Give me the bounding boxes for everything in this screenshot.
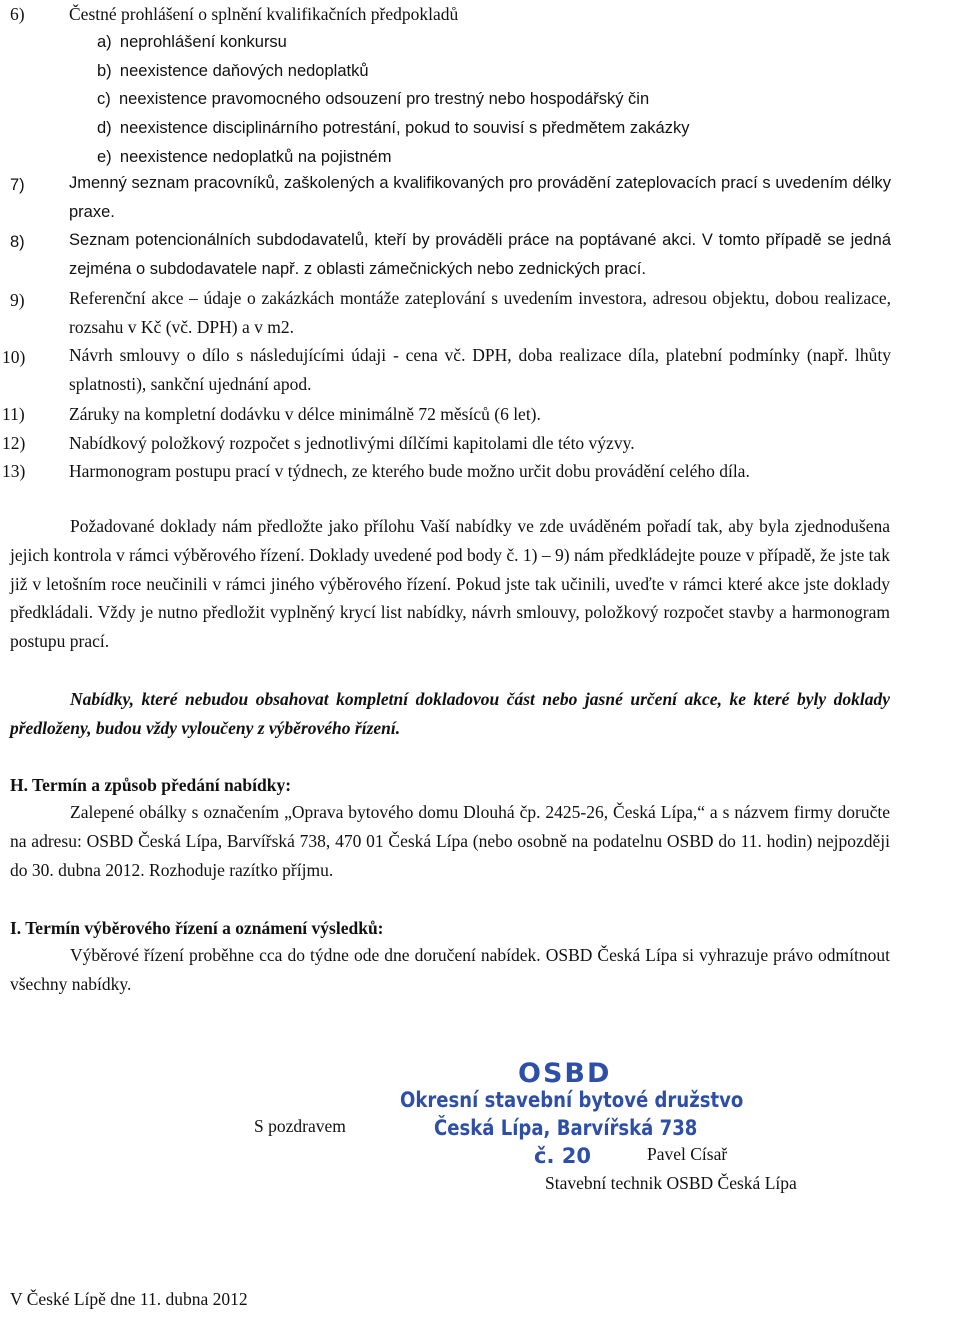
stamp-line: č. 20	[534, 1144, 591, 1168]
sub-item-b: b) neexistence daňových nedoplatků	[97, 62, 369, 80]
list-number: 11)	[2, 404, 25, 424]
list-number: 8)	[10, 233, 25, 251]
signatory-role: Stavební technik OSBD Česká Lípa	[545, 1173, 797, 1193]
warning-text: Nabídky, které nebudou obsahovat kompletní dokladovou část nebo jasné určení akce, ke které byly doklady předloženy, budou vždy vyloučeny z výběrového řízení.	[10, 689, 890, 738]
sub-item-e: e) neexistence nedoplatků na pojistném	[97, 148, 392, 166]
list-item-text: Jmenný seznam pracovníků, zaškolených a kvalifikovaných pro provádění zateplovacích prací s uvedením délky praxe.	[69, 174, 891, 221]
section-h-heading: H. Termín a způsob předání nabídky:	[10, 775, 292, 795]
list-number: 6)	[10, 4, 25, 24]
list-item-text: Návrh smlouvy o dílo s následujícími údaji - cena vč. DPH, doba realizace díla, platební podmínky (např. lhůty splatnosti), sankční ujednání apod.	[69, 345, 891, 394]
place-date: V České Lípě dne 11. dubna 2012	[10, 1289, 248, 1309]
list-number: 7)	[10, 176, 25, 194]
list-item-text: Seznam potencionálních subdodavatelů, kteří by prováděli práce na poptávané akci. V tomto případě se jedná zejména o subdodavatele např. z oblasti zámečnických nebo zednických prací.	[69, 231, 891, 278]
section-h-text: Zalepené obálky s označením „Oprava bytového domu Dlouhá čp. 2425-26, Česká Lípa,“ a s názvem firmy doručte na adresu: OSBD Česká Lípa, Barvířská 738, 470 01 Česká Lípa (nebo osobně na podatelnu OSBD do 11. hodin) nejpozději do 30. dubna 2012. Rozhoduje razítko příjmu.	[10, 802, 890, 880]
list-item-text: Referenční akce – údaje o zakázkách montáže zateplování s uvedením investora, adresou objektu, dobou realizace, rozsahu v Kč (vč. DPH) a v m2.	[69, 288, 891, 337]
list-item-text: Harmonogram postupu prací v týdnech, ze kterého bude možno určit dobu provádění celého díla.	[69, 461, 750, 481]
list-number: 10)	[2, 347, 26, 367]
list-item-text: Čestné prohlášení o splnění kvalifikačních předpokladů	[69, 4, 459, 24]
sub-item-c: c) neexistence pravomocného odsouzení pro trestný nebo hospodářský čin	[97, 90, 650, 108]
stamp-line: Česká Lípa, Barvířská 738	[434, 1116, 698, 1140]
sub-item-a: a) neprohlášení konkursu	[97, 33, 287, 51]
list-number: 9)	[10, 290, 25, 310]
list-number: 12)	[2, 433, 26, 453]
stamp-line: Okresní stavební bytové družstvo	[400, 1088, 744, 1112]
greeting: S pozdravem	[254, 1116, 346, 1136]
section-i-heading: I. Termín výběrového řízení a oznámení výsledků:	[10, 918, 384, 938]
signatory-name: Pavel Císař	[647, 1144, 728, 1164]
documents-paragraph: Požadované doklady nám předložte jako přílohu Vaší nabídky ve zde uváděném pořadí tak, aby byla zjednodušena jejich kontrola v rámci výběrového řízení. Doklady uvedené pod body č. 1) – 9) nám předkládejte pouze v případě, že jste tak již v letošním roce neučinili v rámci jiného výběrového řízení. Pokud jste tak učinili, uveďte v rámci které akce jste doklady předkládali. Vždy je nutno předložit vyplněný krycí list nabídky, návrh smlouvy, položkový rozpočet stavby a harmonogram postupu prací.	[10, 516, 890, 652]
list-item-text: Záruky na kompletní dodávku v délce minimálně 72 měsíců (6 let).	[69, 404, 541, 424]
list-number: 13)	[2, 461, 26, 481]
stamp-line: OSBD	[518, 1058, 612, 1089]
sub-item-d: d) neexistence disciplinárního potrestání, pokud to souvisí s předmětem zakázky	[97, 119, 690, 137]
list-item-text: Nabídkový položkový rozpočet s jednotlivými dílčími kapitolami dle této výzvy.	[69, 433, 635, 453]
section-i-text: Výběrové řízení proběhne cca do týdne ode dne doručení nabídek. OSBD Česká Lípa si vyhrazuje právo odmítnout všechny nabídky.	[10, 945, 890, 994]
